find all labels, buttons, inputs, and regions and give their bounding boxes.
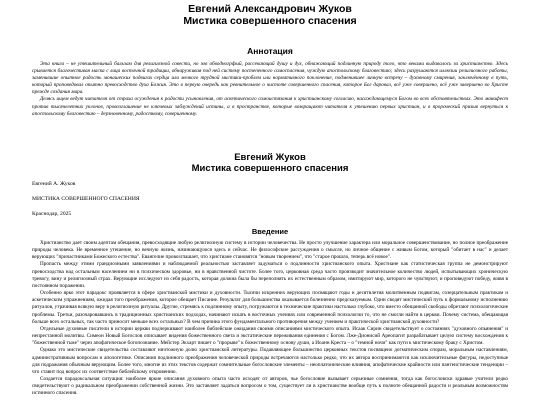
introduction-paragraph: Создается парадоксальная ситуация: наиболее яркие описания духовного опыта часто исходят от авторов, чье богословие вызывает серьезные сомнения, тогда как богословски здравые учители редко свидетельствуют о радикальном преображении собственной жизни. Это заставляет задаться вопросом о том, существует ли в христианстве вообще путь к полноте обещанной радости и реальным возможностям истинного спасения. — [32, 375, 508, 397]
meta-place-year: Краснодар, 2025 — [32, 211, 72, 217]
book-author-heading: Евгений Александрович Жуков — [188, 3, 352, 15]
doc-title-heading: Мистика совершенного спасения — [191, 163, 349, 174]
introduction-body — [32, 240, 508, 397]
annotation-paragraph: Делясь ищем ведут читателя от страха осуждения к радости усыновления, от аскетического самоистязания к христианскому согласию, насаждающемуся Богом во всех обстоятельствах. Это манифест против тысячелетних уклонов, провозглашение не ключевых заблуждений истины, а в пространстве, которые возвращают читателя к утешению первых христиан, и в пророческий призыв вернуться к апостольскому благовестию – дерзновенному, радостному, совершенному. — [32, 96, 508, 117]
annotation-paragraph: Эта книга – не утешительный бальзам для религиозной совести, но зов обводногрфый, рассекающий душу и дух, обнажающий подлинную природу того, что веками выдавалось за христианство. Здесь срывается благочестивая маска с лица восточной традиции, обнаруживая под ней систему постепенного самоспасения, чуждую апостольскому благовестию; здесь разрушаются иллюзии религиозного работы, заменившие опытное радость монашеских подвигах сердца или мелкого трудной мистики-проблем или нормативного поклонение, подменившее личную встречу – духовному смирения, заключённому в путь, который проповедовал опытно превосходство духа Божия. Это в первую очередь как ревнительное о чистоте совершенного спасения, которое Бог даровал, всё уже совершено, всё уже завершено во Христе прежде создания мира. — [32, 61, 508, 96]
introduction-paragraph: Однако это мистические свидетельства составляют ничтожную долю христианской литературы. Подавляющее большинство церковных текстов посвящено догматическим спорам, моральным наставлениям, административным вопросам и апологетике. Описания подлинного преображения человеческой природы встречаются настолько редко, что их автора воспринимаются как исключительные фигуры, недоступные для подражания обычным верующим. Более того, многие из этих текстов содержат сомнительные богословские элементы – неоплатонические влияния, апофатические крайности или пантеистические тенденции – что ставит под вопрос их соответствие библейскому откровению. — [32, 347, 508, 375]
introduction-paragraph: Христианство дает своим адептам обещания, превосходящие любую религиозную систему в истории человечества. Не просто улучшение характера или моральное совершенствование, но полное преображение природы человека. Не временное утешение, но вечную жизнь, начинающуюся здесь и сейчас. Не философские рассуждения о смысле, но личное общение с живым Богом, который "обитает в нас" и делает верующих "причастниками Божеского естества". Евангелие провозглашает, что христиане становятся "новым творением", что "старое прошло, теперь всё новое". — [32, 240, 508, 261]
doc-author-heading: Евгений Жуков — [234, 152, 306, 163]
introduction-paragraph: Особенно ярко этот парадокс проявляется в сфере христианской мистики и духовности. Тысячи искренних верующих посвящают годы и десятилетия молитвенным подвигам, созерцательным практикам и аскетическим упражнениям, ожидая того преображения, которое обещает Писание. Результат для большинства оказывается болезненно предсказуемым. Одни сводят мистический путь к формальному исполнению ритуалов, утрачивая всякую веру в религиозную ритуалы. Другие, стремясь к подлинному опыту, погружаются в технические практики настолько глубоко, что вместо обещанной свободы обретают психологические проблемы. Третьи, разочаровавшись в традиционных христианских подходах, начинают искать в восточных учениях или современной психологии то, что не смогли найти в церкви. Почему система, обещающая больше всех остальных, так часто приносит меньше всех остальных? В чем причина этого фундаментального противоречия между учением и практической христианской духовности? — [32, 290, 509, 325]
introduction-paragraph: Пропасть между этими грандиозными заявлениями и наблюдаемой реальностью заставляет задуматься о подлинности христианского опыта. Христиане как статистическая группа не демонстрируют превосходства над остальным населением ни в психическом здоровье, ни в нравственной чистоте. Более того, церковная среда часто производит значительное количество людей, испытывающих хроническую тревогу, вину и религиозный страх. Верующие исследуют из себя радость, которая должна была бы переполнять их естественным образом, имитируют мир, которого не чувствуют, и проповедуют победу, живя в постоянном поражении. — [32, 261, 508, 289]
introduction-paragraph: Отдельные духовные писатели в истории церкви подчеркивают наиболее библейские ожидания своими описаниями мистического опыта. Исаак Сирин свидетельствует о состояниях "духовного опьянения" и непрестанной молитвы. Симеон Новый Богослов описывает видения божественного света и экстатические переживания единения с Богом. Лже-Дионисий Ареопагит разрабатывает целую систему восхождения к "божественной тьме" через апофатическое богопознание. Мейстер Экхарт пишет о "прорыве" к божественному основу души, а Иоанн Креста – о "темной ночи" как пути к мистическому браку с Христом. — [32, 325, 508, 347]
book-title-heading: Мистика совершенного спасения — [183, 15, 357, 27]
annotation-body — [32, 61, 508, 118]
meta-title: МИСТИКА СОВЕРШЕННОГО СПАСЕНИЯ — [32, 196, 140, 202]
annotation-heading: Аннотация — [247, 46, 293, 56]
meta-author: Евгений А. Жуков — [32, 181, 76, 187]
introduction-heading: Введение — [251, 227, 289, 236]
